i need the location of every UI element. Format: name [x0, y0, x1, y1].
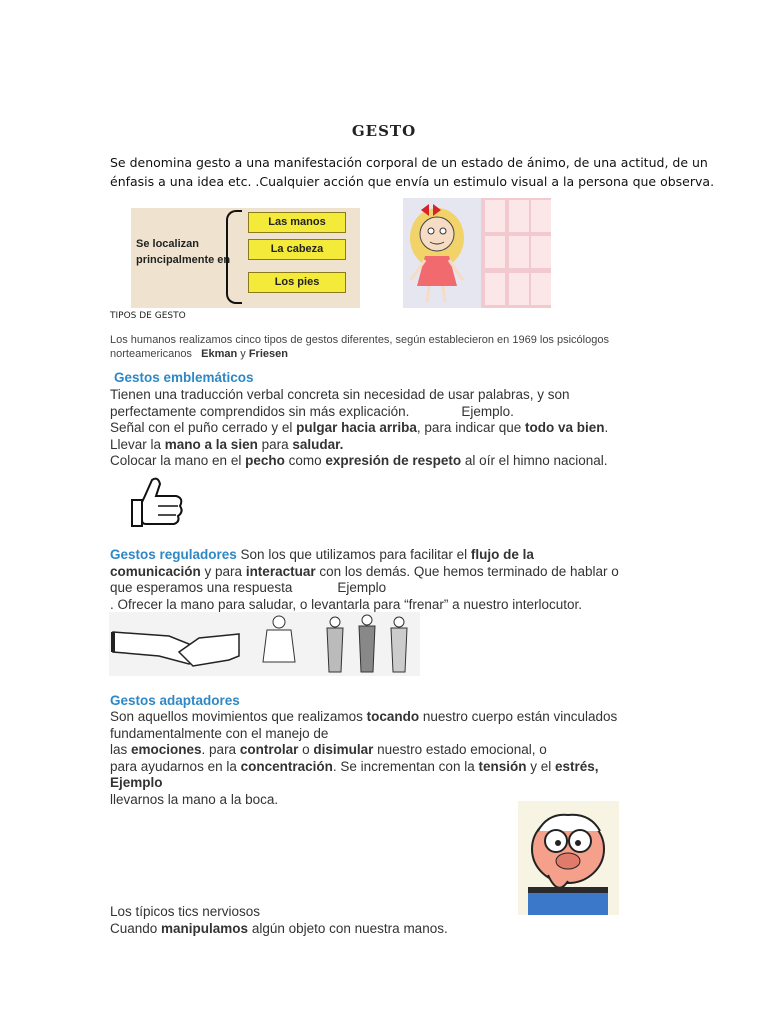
reg-l1a: Son los que utilizamos para facilitar el	[236, 547, 471, 562]
emb-l4a: Llevar la	[110, 436, 165, 452]
emb-l3a: Señal con el puño cerrado y el	[110, 420, 297, 435]
section-adaptadores	[110, 709, 617, 808]
tipos-heading: TIPOS DE GESTO	[110, 311, 186, 321]
section-footer	[110, 904, 448, 937]
ada-line-3	[110, 742, 617, 759]
lead-y: y	[237, 348, 249, 360]
reg-line-1	[110, 547, 619, 564]
ada-l4e: y el	[526, 758, 555, 774]
footer-line-1: Los típicos tics nerviosos	[110, 904, 261, 919]
ada-line-4	[110, 759, 617, 776]
emb-l4c: para	[257, 436, 293, 452]
emb-line-1: Tienen una traducción verbal concreta sin necesidad de usar palabras, y son	[110, 387, 570, 402]
box-las-manos: Las manos	[248, 212, 346, 233]
thumbnail-grid	[481, 198, 551, 308]
nervous-cartoon-illustration	[518, 801, 619, 915]
emb-l3b: pulgar hacia arriba	[296, 420, 417, 435]
emb-l5a: Colocar la mano en el	[110, 453, 246, 468]
emb-l2b: Ejemplo.	[461, 403, 514, 419]
reg-line-3	[110, 580, 619, 597]
ada-l5: Ejemplo	[110, 775, 163, 790]
reg-line-4: . Ofrecer la mano para saludar, o levantarla para “frenar” a nuestro interlocutor.	[110, 596, 582, 612]
emb-l5b: pecho	[245, 453, 285, 468]
ada-l1b: tocando	[366, 709, 420, 724]
ada-l1a: Son aquellos movimientos que realizamos	[110, 709, 367, 724]
nervous-man-image	[518, 801, 619, 915]
ada-l3b: emociones	[131, 742, 202, 757]
emb-l5d: expresión de respeto	[325, 453, 462, 468]
section-reguladores	[110, 547, 619, 613]
emb-line-5	[110, 453, 608, 470]
section-emblematicos	[110, 387, 608, 470]
ada-line-1	[110, 709, 617, 726]
emb-line-4	[110, 437, 608, 454]
heading-emblematicos: Gestos emblemáticos	[114, 370, 254, 385]
foot-l2c: algún objeto con nuestra manos.	[248, 920, 448, 936]
ada-l4f: estrés,	[555, 758, 599, 774]
heading-adaptadores: Gestos adaptadores	[110, 693, 240, 708]
intro-paragraph	[110, 153, 715, 191]
foot-l2b: manipulamos	[161, 920, 249, 936]
ekman: Ekman	[201, 348, 238, 360]
emb-l3c: , para indicar que	[416, 420, 525, 435]
intro-line-2: énfasis a una idea etc. .Cualquier acción que envía un estimulo visual a la persona que observa.	[110, 174, 715, 189]
intro-line-1: Se denomina gesto a una manifestación corporal de un estado de ánimo, de una actitud, de un	[110, 155, 708, 170]
emb-l4b: mano a la sien	[164, 436, 258, 452]
reg-l3a: que esperamos una respuesta	[110, 580, 293, 595]
friesen: Friesen	[248, 348, 288, 360]
ada-l3a: las	[110, 742, 132, 757]
ada-l3f: disimular	[313, 742, 374, 757]
girl-illustration	[403, 198, 481, 308]
thumbs-up-image	[122, 474, 192, 530]
curly-brace	[226, 210, 242, 304]
emb-l4d: saludar.	[292, 436, 344, 452]
ada-l4d: tensión	[478, 758, 527, 774]
lead-line-2	[110, 347, 670, 361]
ada-l4a: para ayudarnos en la	[110, 758, 241, 774]
reg-l1b: flujo de la	[470, 547, 534, 562]
foot-l2a: Cuando	[110, 920, 162, 936]
ada-line-6: llevarnos la mano a la boca.	[110, 791, 279, 807]
emb-l3e: .	[604, 420, 609, 435]
box-los-pies: Los pies	[248, 272, 346, 293]
location-diagram-image	[131, 208, 360, 308]
girl-gestures-image	[403, 198, 551, 308]
handshake-people-image	[109, 612, 420, 676]
ada-l3d: controlar	[239, 742, 299, 757]
reg-l3b: Ejemplo	[337, 580, 387, 595]
lead-line-1: Los humanos realizamos cinco tipos de gestos diferentes, según establecieron en 1969 los psicólogos	[110, 334, 609, 346]
reg-l2a: comunicación	[110, 563, 201, 579]
reg-l2b: y para	[200, 563, 246, 579]
box-la-cabeza: La cabeza	[248, 239, 346, 260]
diagram-label-line-2: principalmente en	[136, 254, 231, 266]
lead-paragraph	[110, 333, 670, 361]
ada-l3c: . para	[201, 742, 240, 757]
emb-line-2	[110, 404, 608, 421]
ada-l1c: nuestro cuerpo están vinculados	[419, 709, 618, 724]
lead-prefix: norteamericanos	[110, 348, 195, 360]
heading-reguladores: Gestos reguladores	[110, 547, 237, 562]
ada-line-5	[110, 775, 617, 792]
emb-l3d: todo va bien	[525, 420, 605, 435]
ada-l4b: concentración	[240, 758, 333, 774]
thumbs-up-icon	[122, 474, 192, 530]
emb-l5e: al oír el himno nacional.	[461, 453, 608, 468]
ada-l3e: o	[298, 742, 314, 757]
diagram-label-line-1: Se localizan	[136, 238, 199, 250]
ada-l4c: . Se incrementan con la	[332, 758, 479, 774]
diagram-label	[136, 236, 230, 268]
emb-line-3	[110, 420, 608, 437]
footer-line-2	[110, 921, 448, 938]
page-title: GESTO	[351, 122, 417, 140]
ada-line-2: fundamentalmente con el manejo de	[110, 725, 329, 741]
emb-l5c: como	[284, 453, 326, 468]
handshake-illustration	[109, 612, 420, 676]
reg-line-2	[110, 564, 619, 581]
reg-l2c: interactuar	[245, 563, 316, 579]
ada-l3g: nuestro estado emocional, o	[373, 742, 547, 757]
reg-l2d: con los demás. Que hemos terminado de hablar o	[315, 563, 619, 579]
emb-l2a: perfectamente comprendidos sin más explicación.	[110, 403, 410, 419]
